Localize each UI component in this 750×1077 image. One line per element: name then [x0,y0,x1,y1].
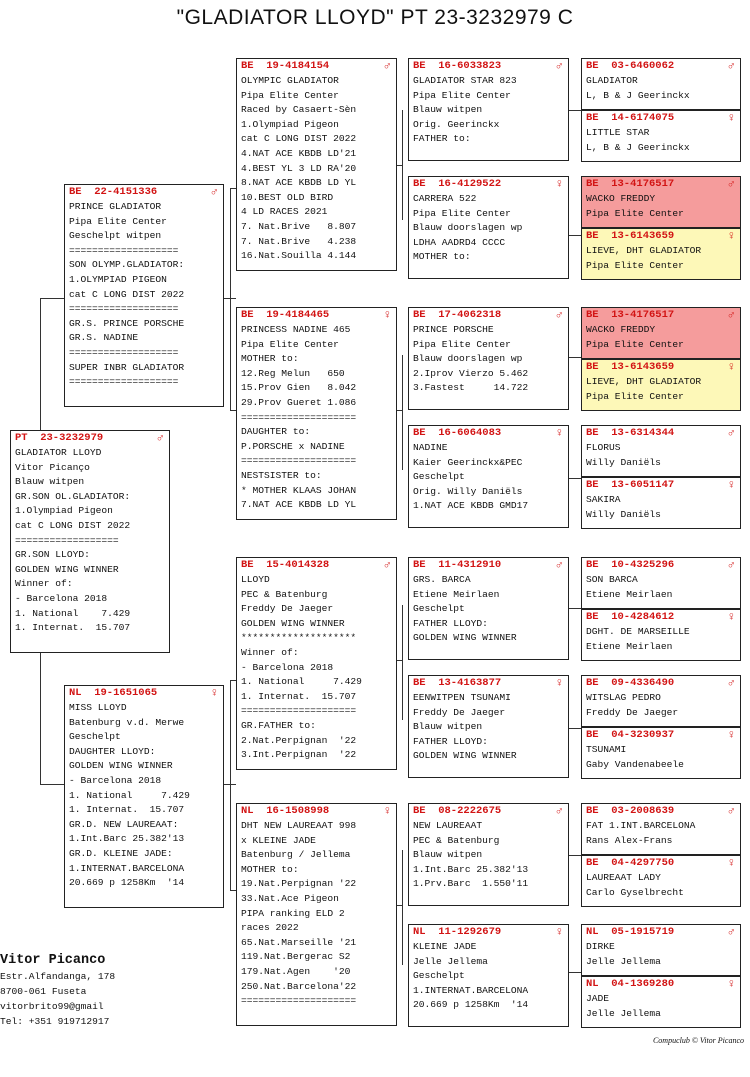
ring-number: NL 19-1651065 [69,687,158,699]
pedigree-line: Geschelpt witpen [69,230,162,242]
pedigree-line: 3.Int.Perpignan '22 [241,749,357,761]
pedigree-line: ================== [15,534,119,546]
male-symbol-icon: ♂ [210,185,218,199]
male-symbol-icon: ♂ [555,804,563,818]
pedigree-line: Blauw doorslagen wp [413,353,523,365]
pedigree-line: Pipa Elite Center [241,89,339,101]
connector-line [397,410,402,411]
pedigree-card-sire-dam [236,307,397,520]
pedigree-line: DGHT. DE MARSEILLE [586,626,690,637]
pedigree-line: Freddy De Jaeger [413,706,506,718]
pedigree-line: 119.Nat.Bergerac S2 [241,951,351,963]
pedigree-line: Jelle Jellema [586,955,661,967]
pedigree-line: Pipa Elite Center [241,338,339,350]
pedigree-line: LLOYD [241,574,270,585]
pedigree-line: ==================== [241,705,357,717]
pedigree-line: GRS. BARCA [413,574,471,585]
pedigree-card-gen5-7 [581,425,741,477]
ring-number: BE 13-4176517 [586,178,675,190]
pedigree-line: NESTSISTER to: [241,469,322,481]
connector-line [402,605,403,720]
pedigree-line: GLADIATOR [586,75,638,86]
owner-name: Vitor Picanco [0,953,106,968]
pedigree-line: Winner of: [15,578,73,590]
pedigree-line: 7. Nat.Brive 4.238 [241,235,357,247]
pedigree-line: Blauw witpen [15,476,85,488]
pedigree-card-gen5-3 [581,176,741,228]
male-symbol-icon: ♂ [383,558,391,572]
pedigree-line: LAUREAAT LADY [586,872,661,883]
pedigree-line: Raced by Casaert-Sèn [241,104,357,116]
pedigree-line: FLORUS [586,442,621,453]
pedigree-line: Batenburg / Jellema [241,849,351,861]
male-symbol-icon: ♂ [727,558,735,572]
pedigree-line: GR.S. NADINE [69,332,139,344]
pedigree-line: ==================== [241,411,357,423]
pedigree-line: Geschelpt [69,731,121,743]
pedigree-line: 20.669 p 1258Km '14 [69,877,185,889]
pedigree-line: JADE [586,993,610,1004]
pedigree-line: LITTLE STAR [586,127,650,138]
pedigree-line: Kaier Geerinckx&PEC [413,456,523,468]
pedigree-line: GOLDEN WING WINNER [241,617,345,629]
female-symbol-icon: ♀ [727,111,735,125]
connector-line [569,478,581,479]
pedigree-line: SAKIRA [586,494,621,505]
pedigree-line: Etiene Meirlaen [586,588,673,600]
pedigree-line: x KLEINE JADE [241,834,316,846]
pedigree-line: PIPA ranking ELD 2 [241,907,345,919]
pedigree-line: =================== [69,376,179,388]
pedigree-line: 250.Nat.Barcelona'22 [241,980,357,992]
pedigree-line: GR.SON OL.GLADIATOR: [15,490,131,502]
pedigree-card-gen4-6 [408,675,569,778]
pedigree-line: FAT 1.INT.BARCELONA [586,820,696,831]
pedigree-line: Pipa Elite Center [586,338,684,350]
pedigree-line: 179.Nat.Agen '20 [241,965,351,977]
pedigree-line: SUPER INBR GLADIATOR [69,361,185,373]
pedigree-line: - Barcelona 2018 [69,774,162,786]
pedigree-line: Pipa Elite Center [69,215,167,227]
pedigree-line: FATHER LLOYD: [413,617,488,629]
pedigree-card-gen5-11 [581,675,741,727]
pedigree-card-gen5-14 [581,855,741,907]
pedigree-line: DHT NEW LAUREAAT 998 [241,820,357,831]
pedigree-line: Freddy De Jaeger [241,603,334,615]
pedigree-line: Pipa Elite Center [413,338,511,350]
connector-line [569,608,581,609]
pedigree-line: Orig. Willy Daniëls [413,485,523,497]
pedigree-card-gen5-1 [581,58,741,110]
pedigree-line: MOTHER to: [241,353,299,365]
pedigree-line: * MOTHER KLAAS JOHAN [241,484,357,496]
pedigree-line: PRINCESS NADINE 465 [241,324,351,335]
pedigree-card-gen5-9 [581,557,741,609]
ring-number: BE 19-4184465 [241,309,330,321]
pedigree-card-gen4-8 [408,924,569,1027]
pedigree-line: 1.Olympiad Pigeon [15,505,113,517]
pedigree-card-gen4-7 [408,803,569,906]
pedigree-card-gen5-15 [581,924,741,976]
pedigree-line: 1. Internat. 15.707 [15,622,131,634]
female-symbol-icon: ♀ [727,728,735,742]
male-symbol-icon: ♂ [727,177,735,191]
male-symbol-icon: ♂ [727,925,735,939]
pedigree-line: EENWITPEN TSUNAMI [413,692,511,703]
pedigree-line: - Barcelona 2018 [241,661,334,673]
pedigree-line: 2.Nat.Perpignan '22 [241,734,357,746]
pedigree-line: Rans Alex-Frans [586,834,673,846]
owner-city: 8700-061 Fuseta [0,986,87,997]
pedigree-line: 10.BEST OLD BIRD [241,191,334,203]
male-symbol-icon: ♂ [156,431,164,445]
connector-line [397,165,402,166]
pedigree-line: 1.Int.Barc 25.382'13 [69,833,185,845]
pedigree-line: GR.S. PRINCE PORSCHE [69,317,185,329]
pedigree-line: Blauw doorslagen wp [413,222,523,234]
pedigree-line: 1. Internat. 15.707 [241,690,357,702]
pedigree-line: PEC & Batenburg [241,588,328,600]
pedigree-card-sire [64,184,224,407]
pedigree-line: OLYMPIC GLADIATOR [241,75,339,86]
pedigree-card-gen5-4 [581,228,741,280]
female-symbol-icon: ♀ [555,177,563,191]
pedigree-line: LIEVE, DHT GLADIATOR [586,245,702,256]
ring-number: NL 04-1369280 [586,978,675,990]
pedigree-line: MISS LLOYD [69,702,127,713]
pedigree-line: Pipa Elite Center [586,259,684,271]
female-symbol-icon: ♀ [383,804,391,818]
pedigree-line: 7. Nat.Brive 8.807 [241,220,357,232]
footer-credit: Compuclub © Vitor Picanco [652,1036,744,1045]
pedigree-line: Jelle Jellema [413,955,488,967]
pedigree-line: WACKO FREDDY [586,324,656,335]
pedigree-card-gen4-5 [408,557,569,660]
pedigree-line: MOTHER to: [241,863,299,875]
ring-number: BE 16-4129522 [413,178,502,190]
male-symbol-icon: ♂ [727,59,735,73]
connector-line [569,728,581,729]
pedigree-line: Etiene Meirlaen [413,588,500,600]
connector-line [397,660,402,661]
pedigree-card-dam-sire [236,557,397,770]
female-symbol-icon: ♀ [727,360,735,374]
pedigree-card-gen5-13 [581,803,741,855]
pedigree-line: CARRERA 522 [413,193,477,204]
pedigree-line: 1. National 7.429 [241,676,362,688]
pedigree-line: 1.INTERNAT.BARCELONA [413,984,529,996]
ring-number: NL 11-1292679 [413,926,502,938]
pedigree-line: 20.669 p 1258Km '14 [413,999,529,1011]
pedigree-line: DIRKE [586,941,615,952]
male-symbol-icon: ♂ [555,59,563,73]
pedigree-card-gen4-2 [408,176,569,279]
ring-number: BE 16-6033823 [413,60,502,72]
male-symbol-icon: ♂ [727,804,735,818]
ring-number: BE 15-4014328 [241,559,330,571]
pedigree-line: races 2022 [241,922,299,934]
pedigree-line: cat C LONG DIST 2022 [241,133,357,145]
pedigree-card-gen5-8 [581,477,741,529]
pedigree-line: ==================== [241,455,357,467]
pedigree-line: FATHER to: [413,133,471,145]
ring-number: BE 03-2008639 [586,805,675,817]
pedigree-line: NEW LAUREAAT [413,820,483,831]
pedigree-line: 1. National 7.429 [69,789,190,801]
pedigree-line: MOTHER to: [413,251,471,263]
pedigree-line: GR.D. KLEINE JADE: [69,847,173,859]
ring-number: BE 16-6064083 [413,427,502,439]
connector-line [230,188,231,410]
male-symbol-icon: ♂ [383,59,391,73]
pedigree-line: LDHA AADRD4 CCCC [413,236,506,248]
connector-line [569,855,581,856]
pedigree-card-dam [64,685,224,908]
female-symbol-icon: ♀ [727,977,735,991]
connector-line [402,850,403,965]
connector-line [40,298,41,431]
pedigree-line: Gaby Vandenabeele [586,758,684,770]
pedigree-line: Willy Daniëls [586,508,661,520]
pedigree-card-gen5-16 [581,976,741,1028]
male-symbol-icon: ♂ [727,676,735,690]
pedigree-card-gen4-1 [408,58,569,161]
pedigree-line: Pipa Elite Center [586,390,684,402]
male-symbol-icon: ♂ [555,308,563,322]
female-symbol-icon: ♀ [383,308,391,322]
female-symbol-icon: ♀ [727,856,735,870]
pedigree-line: 8.NAT ACE KBDB LD YL [241,177,357,189]
pedigree-line: GLADIATOR LLOYD [15,447,102,458]
pedigree-line: Geschelpt [413,471,465,483]
pedigree-line: WITSLAG PEDRO [586,692,661,703]
pedigree-line: L, B & J Geerinckx [586,89,690,101]
pedigree-line: SON OLYMP.GLADIATOR: [69,259,185,271]
pedigree-line: GOLDEN WING WINNER [69,760,173,772]
pedigree-line: 4.NAT ACE KBDB LD'21 [241,147,357,159]
pedigree-line: 2.Iprov Vierzo 5.462 [413,367,529,379]
female-symbol-icon: ♀ [555,676,563,690]
pedigree-line: Geschelpt [413,970,465,982]
pedigree-line: =================== [69,346,179,358]
pedigree-line: GR.FATHER to: [241,719,316,731]
pedigree-line: 12.Reg Melun 650 [241,367,345,379]
pedigree-line: GLADIATOR STAR 823 [413,75,517,86]
pedigree-line: Freddy De Jaeger [586,706,679,718]
pedigree-line: P.PORSCHE x NADINE [241,440,345,452]
female-symbol-icon: ♀ [555,426,563,440]
pedigree-line: GOLDEN WING WINNER [413,750,517,762]
female-symbol-icon: ♀ [555,925,563,939]
pedigree-line: Blauw witpen [413,104,483,116]
pedigree-line: =================== [69,303,179,315]
female-symbol-icon: ♀ [727,610,735,624]
pedigree-card-gen5-5 [581,307,741,359]
ring-number: BE 17-4062318 [413,309,502,321]
pedigree-card-subject [10,430,170,653]
pedigree-card-dam-dam [236,803,397,1026]
pedigree-line: 1.INTERNAT.BARCELONA [69,862,185,874]
ring-number: BE 13-4163877 [413,677,502,689]
pedigree-line: Carlo Gyselbrecht [586,886,684,898]
connector-line [397,905,402,906]
pedigree-line: TSUNAMI [586,744,627,755]
ring-number: BE 04-4297750 [586,857,675,869]
ring-number: BE 22-4151336 [69,186,158,198]
pedigree-line: 7.NAT ACE KBDB LD YL [241,499,357,511]
pedigree-line: 16.Nat.Souilla 4.144 [241,250,357,262]
ring-number: BE 13-6314344 [586,427,675,439]
pedigree-line: Batenburg v.d. Merwe [69,716,185,728]
pedigree-line: 1.Int.Barc 25.382'13 [413,863,529,875]
owner-email[interactable]: vitorbrito99@gmail [0,1001,104,1012]
ring-number: BE 13-6143659 [586,361,675,373]
pedigree-line: GOLDEN WING WINNER [15,563,119,575]
owner-info [0,952,160,1029]
pedigree-line: Blauw witpen [413,849,483,861]
pedigree-card-gen5-6 [581,359,741,411]
pedigree-line: Etiene Meirlaen [586,640,673,652]
ring-number: BE 13-6051147 [586,479,675,491]
connector-line [569,972,581,973]
connector-line [402,355,403,470]
pedigree-line: Pipa Elite Center [413,207,511,219]
pedigree-line: Pipa Elite Center [413,89,511,101]
pedigree-line: 1.Olympiad Pigeon [241,118,339,130]
pedigree-line: WACKO FREDDY [586,193,656,204]
female-symbol-icon: ♀ [727,478,735,492]
connector-line [40,298,65,299]
female-symbol-icon: ♀ [727,229,735,243]
pedigree-line: Orig. Geerinckx [413,118,500,130]
pedigree-line: 33.Nat.Ace Pigeon [241,892,339,904]
pedigree-line: cat C LONG DIST 2022 [69,288,185,300]
pedigree-line: 1. Internat. 15.707 [69,804,185,816]
connector-line [402,110,403,220]
ring-number: BE 13-4176517 [586,309,675,321]
pedigree-line: Pipa Elite Center [586,207,684,219]
pedigree-line: Geschelpt [413,603,465,615]
pedigree-line: KLEINE JADE [413,941,477,952]
male-symbol-icon: ♂ [555,558,563,572]
male-symbol-icon: ♂ [727,426,735,440]
pedigree-card-gen5-10 [581,609,741,661]
pedigree-line: GR.SON LLOYD: [15,549,90,561]
pedigree-line: NADINE [413,442,448,453]
pedigree-card-gen5-12 [581,727,741,779]
ring-number: BE 03-6460062 [586,60,675,72]
pedigree-line: 1.NAT ACE KBDB GMD17 [413,500,529,512]
pedigree-card-gen5-2 [581,110,741,162]
pedigree-line: GOLDEN WING WINNER [413,632,517,644]
pedigree-line: Vitor Picanço [15,461,90,473]
pedigree-line: 4.BEST YL 3 LD RA'20 [241,162,357,174]
owner-phone: Tel: +351 919712917 [0,1016,110,1027]
ring-number: BE 11-4312910 [413,559,502,571]
pedigree-line: 1.Prv.Barc 1.550'11 [413,878,529,890]
pedigree-line: 1. National 7.429 [15,607,131,619]
ring-number: NL 16-1508998 [241,805,330,817]
pedigree-line: Blauw witpen [413,721,483,733]
pedigree-line: =================== [69,244,179,256]
pedigree-line: DAUGHTER LLOYD: [69,745,156,757]
pedigree-line: - Barcelona 2018 [15,592,108,604]
pedigree-line: 15.Prov Gien 8.042 [241,382,357,394]
connector-line [569,357,581,358]
pedigree-line: Willy Daniëls [586,456,661,468]
ring-number: BE 04-3230937 [586,729,675,741]
pedigree-line: 4 LD RACES 2021 [241,206,328,218]
female-symbol-icon: ♀ [210,686,218,700]
connector-line [40,652,41,784]
pedigree-line: FATHER LLOYD: [413,735,488,747]
male-symbol-icon: ♂ [727,308,735,322]
ring-number: BE 10-4325296 [586,559,675,571]
pedigree-line: cat C LONG DIST 2022 [15,519,131,531]
ring-number: BE 09-4336490 [586,677,675,689]
pedigree-line: 65.Nat.Marseille '21 [241,936,357,948]
pedigree-line: Winner of: [241,646,299,658]
connector-line [569,110,581,111]
pedigree-card-gen4-4 [408,425,569,528]
pedigree-line: 19.Nat.Perpignan '22 [241,878,357,890]
connector-line [569,235,581,236]
pedigree-line: PRINCE PORSCHE [413,324,494,335]
ring-number: BE 08-2222675 [413,805,502,817]
pedigree-line: L, B & J Geerinckx [586,141,690,153]
ring-number: BE 13-6143659 [586,230,675,242]
page-title: "GLADIATOR LLOYD" PT 23-3232979 C [176,6,574,29]
pedigree-line: Jelle Jellema [586,1007,661,1019]
pedigree-line: PRINCE GLADIATOR [69,201,162,212]
ring-number: NL 05-1915719 [586,926,675,938]
owner-address: Estr.Alfandanga, 178 [0,971,116,982]
pedigree-line: LIEVE, DHT GLADIATOR [586,376,702,387]
pedigree-card-gen4-3 [408,307,569,410]
connector-line [230,680,231,890]
connector-line [40,784,65,785]
pedigree-line: PEC & Batenburg [413,834,500,846]
ring-number: BE 10-4284612 [586,611,675,623]
ring-number: PT 23-3232979 [15,432,104,444]
pedigree-line: ******************** [241,632,357,644]
pedigree-line: 29.Prov Gueret 1.086 [241,396,357,408]
pedigree-line: GR.D. NEW LAUREAAT: [69,818,179,830]
pedigree-line: 1.OLYMPIAD PIGEON [69,273,167,285]
ring-number: BE 19-4184154 [241,60,330,72]
pedigree-card-sire-sire [236,58,397,271]
pedigree-line: DAUGHTER to: [241,426,311,438]
pedigree-line: SON BARCA [586,574,638,585]
pedigree-line: 3.Fastest 14.722 [413,382,529,394]
pedigree-line: ==================== [241,995,357,1007]
ring-number: BE 14-6174075 [586,112,675,124]
